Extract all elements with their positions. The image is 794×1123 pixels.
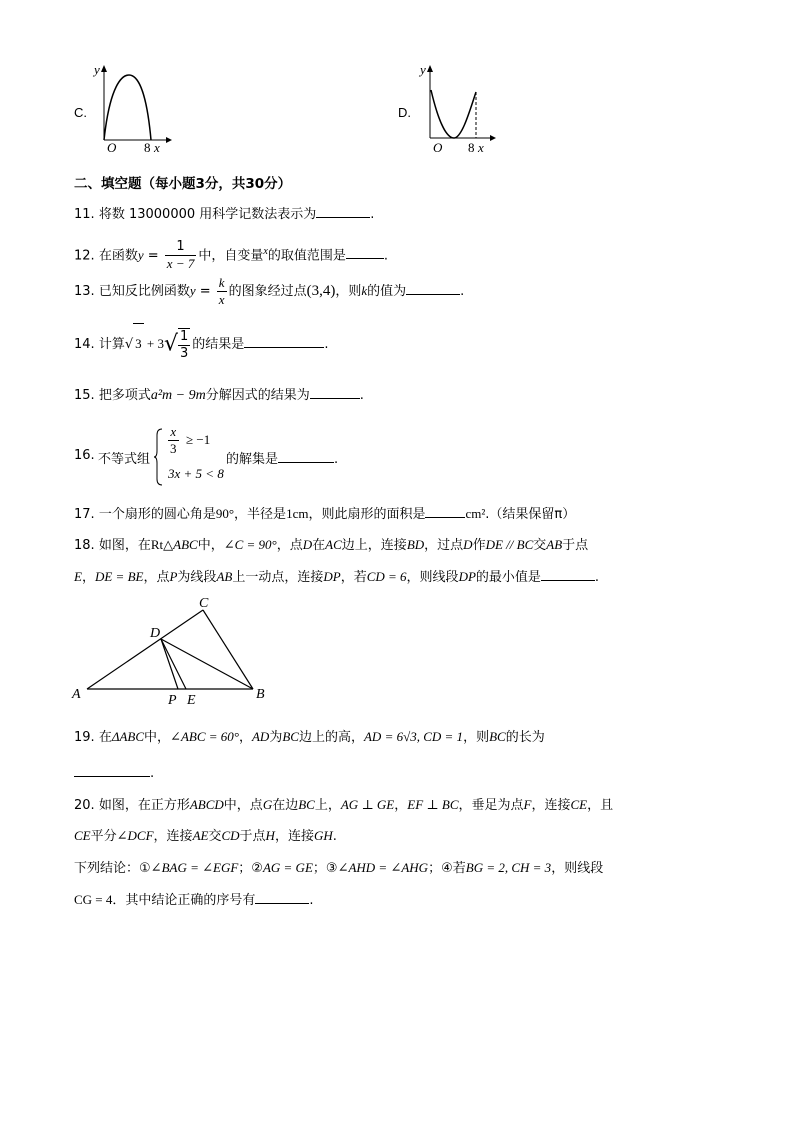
q18-equation: CD = 6 xyxy=(366,569,407,584)
q16-ineq2: 3x + 5 < 8 xyxy=(168,466,224,481)
q18-label-a: A xyxy=(72,687,81,702)
q20-perpendicular: AG ⊥ GE xyxy=(340,797,395,812)
q13-text-a: 已知反比例函数 xyxy=(98,284,190,299)
q11-tail: . xyxy=(370,207,375,222)
q20-segment: CD xyxy=(221,828,240,843)
q16-ineq1-fraction xyxy=(168,424,179,457)
q19-text: 的长为 xyxy=(505,730,545,745)
option-c-graph xyxy=(74,60,184,155)
option-d-graph xyxy=(398,60,508,155)
q18-label-p: P xyxy=(168,693,177,708)
question-11 xyxy=(74,203,374,225)
q18-text: 为线段 xyxy=(177,570,217,585)
q16-ineq1-rhs: ≥ −1 xyxy=(186,432,211,447)
q20-separator: ； xyxy=(312,861,326,876)
q12-fraction-numerator: 1 xyxy=(176,239,185,255)
option-c-label: C. xyxy=(74,105,87,120)
q20-tail: . xyxy=(309,893,314,908)
q20-text: ，连接 xyxy=(274,829,314,844)
q20-equation: CG = 4 xyxy=(74,892,113,907)
q15-text-b: 分解因式的结果为 xyxy=(205,388,310,403)
q12-x: x xyxy=(263,246,268,257)
q20-point: F xyxy=(523,797,532,812)
question-15 xyxy=(74,384,364,406)
question-12 xyxy=(74,233,388,275)
q20-text: ，连接 xyxy=(153,829,193,844)
q11-text: 将数 13000000 用科学记数法表示为 xyxy=(98,207,317,222)
q20-text: 上， xyxy=(314,798,341,813)
q17-radius: 1cm xyxy=(286,506,309,521)
q15-answer-blank xyxy=(310,384,360,399)
q18-rt: Rt△ xyxy=(150,537,174,552)
q14-radicand-1: 3 xyxy=(133,323,144,364)
option-d xyxy=(398,60,508,155)
question-20-line-2 xyxy=(74,826,337,847)
question-18-line-1 xyxy=(74,535,588,556)
q14-fraction xyxy=(178,328,190,362)
q20-text: 平分 xyxy=(90,829,117,844)
q20-text: ，且 xyxy=(587,798,614,813)
q18-text: ， xyxy=(81,570,95,585)
q17-number: 17. xyxy=(74,507,95,522)
q13-fraction-numerator: k xyxy=(218,275,225,290)
q15-number: 15. xyxy=(74,388,95,403)
q16-text-b-label: 的解集是 xyxy=(226,452,279,467)
q13-answer-blank xyxy=(406,280,460,295)
q13-fraction-denominator: x xyxy=(218,292,225,307)
q16-ineq1-numerator: x xyxy=(170,424,177,439)
q14-fraction-numerator: 1 xyxy=(180,328,189,344)
q17-text-a: 一个扇形的圆心角是 xyxy=(98,507,216,522)
q20-perpendicular: EF ⊥ BC xyxy=(407,797,459,812)
q20-angle: ∠DCF xyxy=(116,828,154,843)
q12-fraction-denominator: x − 7 xyxy=(166,256,195,272)
q16-text-a: 不等式组 xyxy=(98,452,151,467)
q20-separator: ； xyxy=(428,861,442,876)
q20-text: ．其中结论正确的序号有 xyxy=(112,893,256,908)
q18-segment: DP xyxy=(458,569,476,584)
q18-text: 于点 xyxy=(562,538,589,553)
q18-text: 交 xyxy=(533,538,547,553)
option-d-x-label: x xyxy=(478,140,484,155)
q18-segment: AB xyxy=(546,537,563,552)
q18-label-e: E xyxy=(187,693,196,708)
q14-text-b: 的结果是 xyxy=(192,337,245,352)
option-d-origin: O xyxy=(433,140,443,155)
q15-tail: . xyxy=(359,388,364,403)
q13-text-d: 的值为 xyxy=(367,284,407,299)
q20-point: H xyxy=(265,828,275,843)
q18-segment: DP xyxy=(323,569,341,584)
q18-point: P xyxy=(169,569,178,584)
q20-text: ， xyxy=(394,798,408,813)
option-c-x-label: x xyxy=(154,140,160,155)
q20-text: 如图，在正方形 xyxy=(98,798,190,813)
q18-text: ，则线段 xyxy=(406,570,459,585)
q12-eq: = xyxy=(143,248,163,264)
q20-point: G xyxy=(262,797,273,812)
q19-text: ， xyxy=(238,730,252,745)
option-d-x-end: 8 xyxy=(468,140,475,155)
q19-text: 中， xyxy=(144,730,171,745)
q16-tail: . xyxy=(334,452,339,467)
q20-text: 交 xyxy=(208,829,222,844)
q20-text: ，则线段 xyxy=(551,861,604,876)
q18-text: 的最小值是 xyxy=(475,570,541,585)
q12-y: y xyxy=(137,247,144,263)
q20-text: ，垂足为点 xyxy=(458,798,524,813)
q12-number: 12. xyxy=(74,248,95,264)
q11-number: 11. xyxy=(74,207,95,222)
q12-text-c: 的取值范围是 xyxy=(267,248,346,264)
q13-tail: . xyxy=(460,284,465,299)
q20-circled-number: ④ xyxy=(441,861,453,876)
q18-angle: ∠C = 90° xyxy=(223,537,277,552)
q13-point: (3,4) xyxy=(306,283,336,299)
q17-text-d: .（结果保留π） xyxy=(485,507,576,522)
q20-statement: ∠AHD = ∠AHG xyxy=(337,860,429,875)
q13-k: k xyxy=(361,283,368,298)
q18-point: D xyxy=(302,537,313,552)
q18-label-b: B xyxy=(256,687,265,702)
q20-square: ABCD xyxy=(189,797,224,812)
q19-answer-line xyxy=(74,762,154,784)
q13-number: 13. xyxy=(74,284,95,299)
q13-fraction xyxy=(217,275,227,308)
q18-text: 上一动点，连接 xyxy=(232,570,324,585)
q17-unit: cm² xyxy=(465,506,486,521)
q17-text-c: ，则此扇形的面积是 xyxy=(308,507,426,522)
q18-text: 边上，连接 xyxy=(341,538,407,553)
q12-text-a: 在函数 xyxy=(98,248,138,264)
q19-segment: AD xyxy=(251,729,270,744)
q18-text: 如图，在 xyxy=(98,538,151,553)
q19-condition: AD = 6√3, CD = 1 xyxy=(363,729,464,744)
q18-text: 作 xyxy=(472,538,486,553)
q18-text: ，点 xyxy=(143,570,170,585)
q13-y: y xyxy=(189,283,196,298)
q18-number: 18. xyxy=(74,538,95,553)
question-13 xyxy=(74,272,464,311)
sqrt-symbol-2: √ xyxy=(163,331,179,357)
q19-angle: ∠ABC = 60° xyxy=(170,729,239,744)
q13-eq: = xyxy=(195,284,215,299)
q20-separator: ； xyxy=(238,861,252,876)
q19-text: ，则 xyxy=(463,730,490,745)
q20-text: 在边 xyxy=(272,798,299,813)
question-20-line-1 xyxy=(74,795,613,816)
q15-expression: a²m − 9m xyxy=(150,388,206,403)
q15-text-a: 把多项式 xyxy=(98,388,151,403)
q13-text-c: ，则 xyxy=(335,284,362,299)
question-14 xyxy=(74,323,328,365)
q18-abc: ABC xyxy=(173,537,198,552)
q11-answer-blank xyxy=(316,203,370,218)
q18-text: ，点 xyxy=(276,538,303,553)
q20-segment: AE xyxy=(192,828,209,843)
option-c-y-label: y xyxy=(94,62,100,77)
q14-fraction-denominator: 3 xyxy=(180,345,189,361)
q20-text: 中，点 xyxy=(223,798,263,813)
question-20-line-4 xyxy=(74,889,314,911)
q12-fraction xyxy=(165,239,197,272)
q20-text: 若 xyxy=(452,861,466,876)
q20-circled-number: ① xyxy=(139,861,151,876)
q14-tail: . xyxy=(324,337,329,352)
q20-segment: CE xyxy=(570,797,588,812)
q19-segment: BC xyxy=(282,729,299,744)
q19-answer-blank xyxy=(74,762,150,777)
q19-text: 为 xyxy=(269,730,283,745)
q17-text-b: ，半径是 xyxy=(234,507,287,522)
question-18-line-2 xyxy=(74,566,599,588)
q20-number: 20. xyxy=(74,798,95,813)
q18-parallel: DE // BC xyxy=(485,537,534,552)
q14-answer-blank xyxy=(244,333,324,348)
q20-statement: ∠BAG = ∠EGF xyxy=(150,860,239,875)
q18-label-d: D xyxy=(150,626,161,641)
q18-point: E xyxy=(74,569,82,584)
question-17 xyxy=(74,503,575,525)
q18-segment: AB xyxy=(216,569,233,584)
q20-statement: AG = GE xyxy=(262,860,313,875)
q12-text-b: 中，自变量 xyxy=(198,248,264,264)
q13-text-b: 的图象经过点 xyxy=(228,284,307,299)
q19-segment: BC xyxy=(489,729,506,744)
q18-tail: . xyxy=(594,570,600,585)
q14-number: 14. xyxy=(74,337,95,352)
q20-text: ，连接 xyxy=(531,798,571,813)
question-19 xyxy=(74,727,545,748)
q20-text: . xyxy=(332,829,337,844)
q18-equation: DE = BE xyxy=(94,569,144,584)
option-c-origin: O xyxy=(107,140,117,155)
option-d-label: D. xyxy=(398,105,411,120)
q18-segment: AC xyxy=(325,537,342,552)
q14-plus: + 3 xyxy=(143,336,164,351)
q19-tail: . xyxy=(150,766,155,781)
q14-text-a: 计算 xyxy=(98,337,125,352)
sqrt-symbol-1: √ xyxy=(124,337,134,352)
q20-answer-blank xyxy=(255,889,309,904)
q18-text: ，过点 xyxy=(424,538,464,553)
q20-segment: BC xyxy=(298,797,315,812)
q17-answer-blank xyxy=(425,503,465,518)
q18-point: D xyxy=(463,537,473,552)
q20-segment: GH xyxy=(313,828,333,843)
q20-text: 下列结论： xyxy=(74,861,140,876)
q18-figure xyxy=(70,594,280,709)
q18-answer-blank xyxy=(541,566,595,581)
q17-angle: 90° xyxy=(215,506,235,521)
q16-text-b xyxy=(226,448,338,467)
q18-text: 中， xyxy=(197,538,224,553)
q20-text: 于点 xyxy=(239,829,266,844)
q19-number: 19. xyxy=(74,730,95,745)
q19-text: 在 xyxy=(98,730,112,745)
question-16 xyxy=(74,424,474,490)
q18-label-c: C xyxy=(199,596,209,611)
option-c xyxy=(74,60,184,155)
q16-answer-blank xyxy=(278,448,334,463)
q20-circled-number: ③ xyxy=(325,861,338,876)
q12-tail: . xyxy=(383,248,388,264)
q20-segment: CE xyxy=(74,828,91,843)
q12-answer-blank xyxy=(346,244,384,259)
q20-statement: BG = 2, CH = 3 xyxy=(465,860,552,875)
option-d-y-label: y xyxy=(420,62,426,77)
q16-number: 16. xyxy=(74,448,95,463)
option-c-x-end: 8 xyxy=(144,140,151,155)
q20-circled-number: ② xyxy=(251,861,263,876)
section-heading: 二、填空题（每小题3分，共30分） xyxy=(74,176,292,192)
q18-text: 在 xyxy=(312,538,326,553)
q16-ineq1-denominator: 3 xyxy=(170,441,177,456)
q19-text: 边上的高， xyxy=(298,730,364,745)
q18-text: ，若 xyxy=(340,570,367,585)
question-20-line-3 xyxy=(74,858,603,879)
q16-brace xyxy=(154,427,164,487)
q19-triangle: ΔABC xyxy=(111,729,145,744)
q18-segment: BD xyxy=(406,537,425,552)
